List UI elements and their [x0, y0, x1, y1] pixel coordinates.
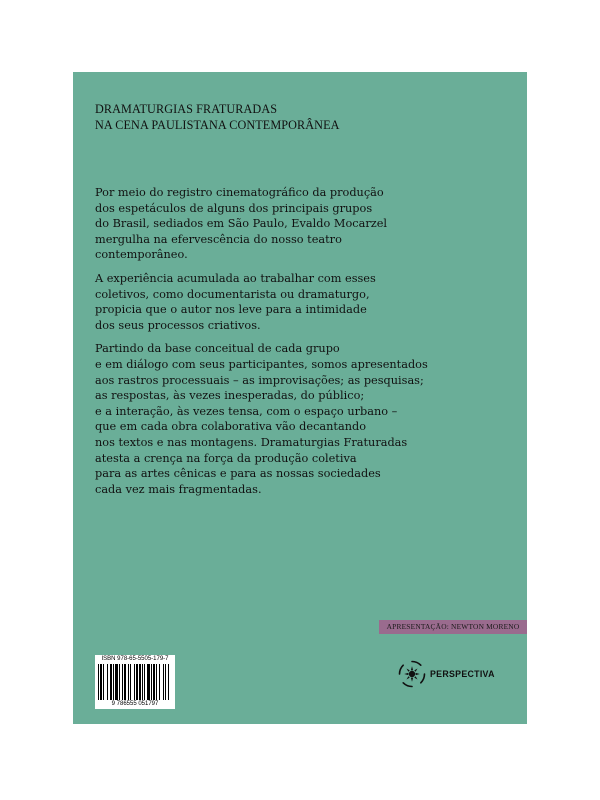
synopsis-paragraph-1 [95, 185, 525, 263]
text-line: atesta a crença na força da produção coletiva [95, 451, 357, 465]
text-line: Por meio do registro cinematográfico da produção [95, 186, 384, 199]
text-line: contemporâneo. [95, 248, 188, 262]
text-line: coletivos, como documentarista ou dramaturgo, [95, 287, 370, 301]
text-line: e em diálogo com seus participantes, somos apresentados [95, 357, 428, 371]
publisher-name: PERSPECTIVA [430, 669, 495, 679]
text-line: para as artes cênicas e para as nossas sociedades [95, 467, 381, 481]
text-line: e a interação, às vezes tensa, com o espaço urbano – [95, 404, 398, 418]
barcode-digits: 9 786555 051797 [111, 701, 159, 707]
synopsis [95, 185, 525, 505]
text-line: cada vez mais fragmentadas. [95, 482, 262, 496]
isbn-label: ISBN 978-65-5505-179-7 [101, 656, 169, 662]
synopsis-paragraph-3 [95, 341, 525, 497]
text-line: nos textos e nas montagens. Dramaturgias Fraturadas [95, 435, 408, 449]
text-line: A experiência acumulada ao trabalhar com esses [95, 271, 376, 285]
text-line: Partindo da base conceitual de cada grupo [95, 342, 340, 356]
text-line: aos rastros processuais – as improvisações; as pesquisas; [95, 373, 424, 387]
text-line: mergulha na efervescência do nosso teatro [95, 232, 342, 246]
text-line: que em cada obra colaborativa vão decantando [95, 420, 367, 434]
isbn-barcode [95, 655, 175, 709]
text-line: dos seus processos criativos. [95, 318, 261, 332]
synopsis-paragraph-2 [95, 271, 525, 333]
text-line: as respostas, às vezes inesperadas, do público; [95, 389, 365, 403]
text-line: do Brasil, sediados em São Paulo, Evaldo Mocarzel [95, 217, 387, 231]
text-line: dos espetáculos de alguns dos principais grupos [95, 201, 373, 215]
book-title [95, 101, 340, 133]
back-cover [73, 72, 527, 724]
barcode-bars [98, 664, 172, 700]
perspectiva-logo-icon [398, 660, 426, 688]
title-line-1: DRAMATURGIAS FRATURADAS [95, 102, 278, 116]
title-line-2: NA CENA PAULISTANA CONTEMPORÂNEA [95, 118, 340, 132]
text-line: propicia que o autor nos leve para a intimidade [95, 303, 367, 317]
credit-tag: APRESENTAÇÃO: NEWTON MORENO [379, 620, 527, 634]
